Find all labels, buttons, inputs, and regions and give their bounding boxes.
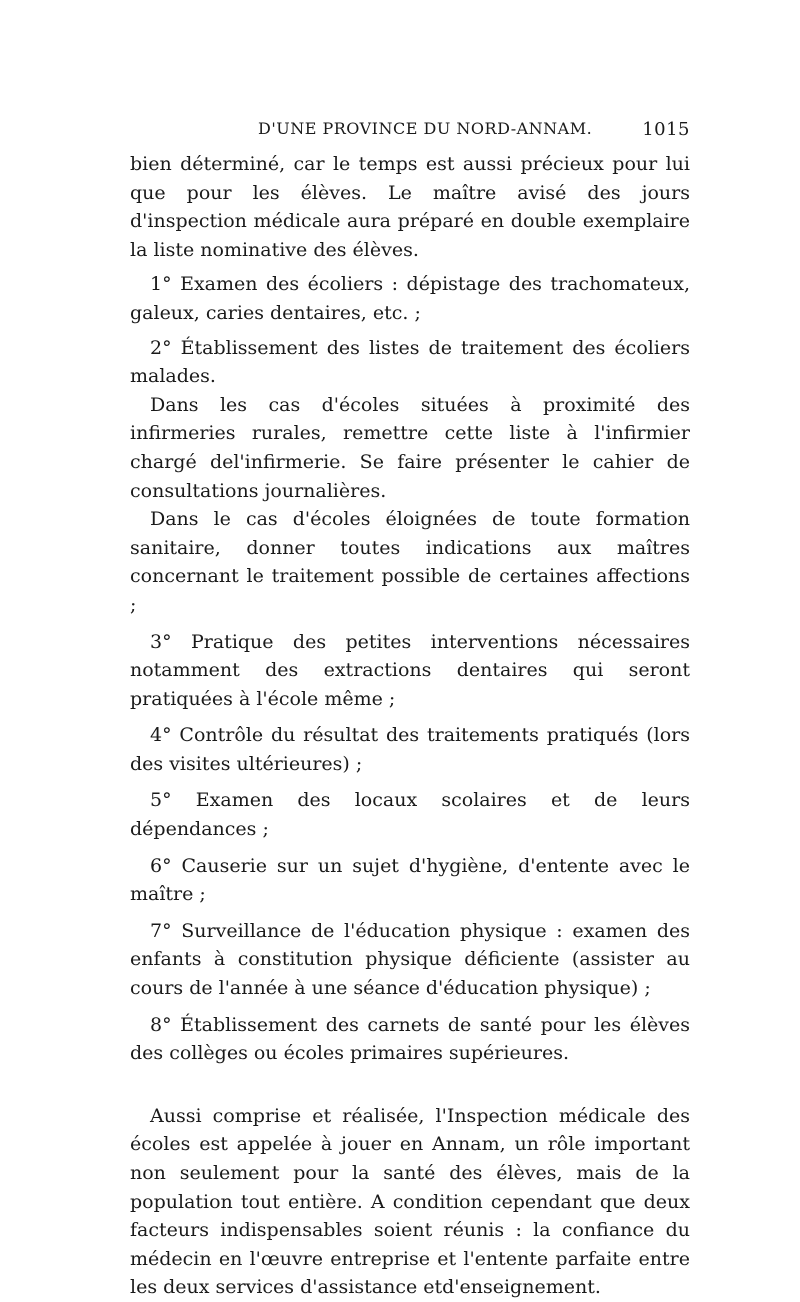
list-item-6: 6° Causerie sur un sujet d'hygiène, d'entente avec le maître ; bbox=[130, 854, 690, 906]
running-title: D'UNE PROVINCE DU NORD-ANNAM. bbox=[258, 119, 593, 138]
paragraph-continuation: bien déterminé, car le temps est aussi précieux pour lui que pour les élèves. Le maître avisé des jours d'inspection médicale aura préparé en double exemplaire la liste nominative des élèves. bbox=[130, 153, 690, 261]
page-number: 1015 bbox=[642, 119, 690, 140]
paragraph-ecoles-eloignees: Dans le cas d'écoles éloignées de toute formation sanitaire, donner toutes indications aux maîtres concernant le traitement possible de certaines affections ; bbox=[130, 508, 690, 616]
paragraph-infirmeries: Dans les cas d'écoles situées à proximité des infirmeries rurales, remettre cette liste à l'infirmier chargé del'infirmerie. Se faire présenter le cahier de consultations journalières. bbox=[130, 393, 690, 502]
paragraph-conclusion: Aussi comprise et réalisée, l'Inspection médicale des écoles est appelée à jouer en Annam, un rôle important non seulement pour la santé des élèves, mais de la population tout entière. A condition cependant que deux facteurs indispensables soient réunis : la confiance du médecin en l'œuvre entreprise et l'entente parfaite entre les deux services d'assistance etd'enseignement. bbox=[130, 1104, 690, 1299]
list-item-2: 2° Établissement des listes de traitement des écoliers malades. bbox=[130, 336, 690, 388]
list-item-7: 7° Surveillance de l'éducation physique : examen des enfants à constitution physique déficiente (assister au cours de l'année à une séance d'éducation physique) ; bbox=[130, 919, 690, 1000]
list-item-8: 8° Établissement des carnets de santé pour les élèves des collèges ou écoles primaires supérieures. bbox=[130, 1013, 690, 1065]
list-item-5: 5° Examen des locaux scolaires et de leurs dépendances ; bbox=[130, 789, 690, 841]
page-body bbox=[130, 150, 690, 1302]
list-item-1: 1° Examen des écoliers : dépistage des trachomateux, galeux, caries dentaires, etc. ; bbox=[130, 273, 690, 324]
list-item-4: 4° Contrôle du résultat des traitements pratiqués (lors des visites ultérieures) ; bbox=[130, 724, 690, 775]
list-item-3: 3° Pratique des petites interventions nécessaires notamment des extractions dentaires qui seront pratiquées à l'école même ; bbox=[130, 630, 690, 710]
page-header bbox=[130, 117, 690, 143]
